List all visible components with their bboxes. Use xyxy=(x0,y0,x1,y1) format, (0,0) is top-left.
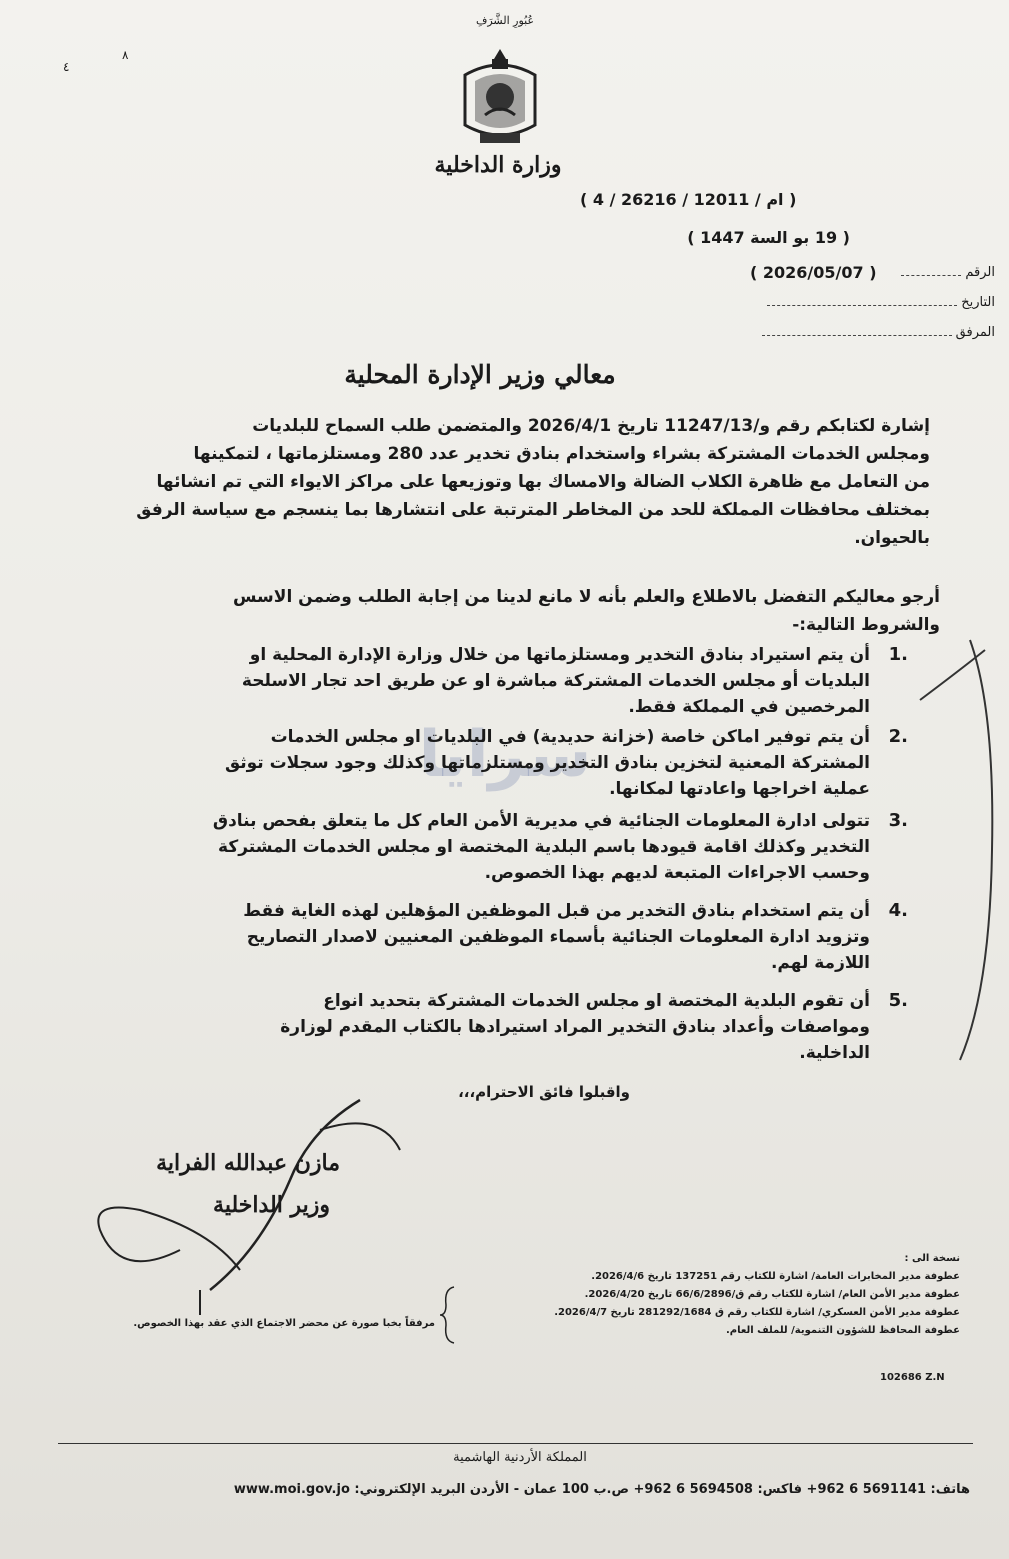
paragraph-reference xyxy=(70,412,930,552)
field-date xyxy=(740,295,995,310)
copies-heading: نسخة الى : xyxy=(904,1253,960,1264)
field-number xyxy=(870,265,995,280)
paragraph-line: إشارة لكتابكم رقم و/11247/13 تاريخ 2026/4/1 والمتضمن طلب السماح للبلديات xyxy=(252,416,930,436)
condition-line: البلديات أو مجلس الخدمات المشتركة مباشرة او عن طريق احد تجار الاسلحة xyxy=(241,671,870,691)
condition-line: وتزويد ادارة المعلومات الجنائية بأسماء الموظفين المعنيين لاصدار التصاريح xyxy=(246,927,870,947)
paragraph-line: والشروط التالية:- xyxy=(792,615,940,635)
field-date-line xyxy=(767,305,957,306)
condition-line: عملية اخراجها واعادتها لمكانها. xyxy=(609,779,870,799)
condition-item xyxy=(70,988,908,1066)
signatory-title: وزير الداخلية xyxy=(213,1192,330,1218)
condition-line: المشتركة المعنية لتخزين بنادق التخدير ومستلزماتها وكذلك وجود سجلات توثق xyxy=(224,753,870,773)
attachment-note: مرفقاً بخبا صورة عن محضر الاجتماع الذي عقد بهذا الخصوص. xyxy=(133,1318,435,1329)
copies-list xyxy=(460,1250,960,1340)
ministry-logo-text: وزارة الداخلية xyxy=(434,152,562,178)
document-code: 102686 Z.N xyxy=(880,1372,945,1383)
paragraph-line: بالحيوان. xyxy=(854,528,930,548)
paragraph-line: ومجلس الخدمات المشتركة بشراء واستخدام بنادق تخدير عدد 280 ومستلزماتها ، لتمكينها xyxy=(193,444,930,464)
field-attachments-label: المرفق xyxy=(955,325,995,340)
royal-crest-icon xyxy=(455,45,545,150)
condition-item xyxy=(70,898,908,976)
condition-line: الداخلية. xyxy=(799,1043,870,1063)
condition-line: أن يتم استيراد بنادق التخدير ومستلزماتها من خلال وزارة الإدارة المحلية او xyxy=(249,645,870,665)
field-attachments xyxy=(740,325,995,340)
condition-item xyxy=(70,808,908,886)
condition-number: 3. xyxy=(888,810,908,831)
condition-number: 2. xyxy=(888,726,908,747)
copies-item: عطوفة مدير المخابرات العامة/ اشارة للكتاب رقم 137251 تاريخ 2026/4/6. xyxy=(591,1271,960,1282)
handwritten-bracket-mark xyxy=(900,630,1000,1070)
condition-line: اللازمة لهم. xyxy=(770,953,870,973)
condition-line: ومواصفات وأعداد بنادق التخدير المراد استيرادها بالكتاب المقدم لوزارة xyxy=(280,1017,870,1037)
condition-number: 1. xyxy=(888,644,908,665)
condition-item xyxy=(70,724,908,802)
reference-number: ( 4 / ام / 12011 / 26216 ) xyxy=(580,190,797,209)
top-handwritten-note: عُبُورِ الشَّرَفِ xyxy=(475,14,535,27)
copies-item: عطوفة المحافظ للشؤون التنموية/ للملف العام. xyxy=(725,1325,960,1336)
gregorian-date: ( 2026/05/07 ) xyxy=(750,263,877,282)
copies-item: عطوفة مدير الأمن العام/ اشارة للكتاب رقم ق/66/6/2896 تاريخ 2026/4/20. xyxy=(584,1289,960,1300)
field-attachments-line xyxy=(762,335,952,336)
copies-item: عطوفة مدير الأمن العسكري/ اشارة للكتاب رقم ق 281292/1684 تاريخ 2026/4/7. xyxy=(554,1307,960,1318)
watermark: سرايا xyxy=(418,718,592,792)
condition-line: تتولى ادارة المعلومات الجنائية في مديرية الأمن العام كل ما يتعلق بفحص بنادق xyxy=(212,811,870,831)
condition-line: التخدير وكذلك اقامة قيودها باسم البلدية المختصة او مجلس الخدمات المشتركة xyxy=(218,837,870,857)
field-number-line xyxy=(901,275,961,276)
condition-line: وحسب الاجراءات المتبعة لديهم بهذا الخصوص. xyxy=(484,863,870,883)
brace-icon xyxy=(438,1285,458,1345)
condition-line: أن يتم توفير اماكن خاصة (خزانة حديدية) في البلديات او مجلس الخدمات xyxy=(270,727,870,747)
corner-mark: ٨ xyxy=(122,48,129,62)
field-number-label: الرقم xyxy=(965,265,995,280)
paragraph-line: أرجو معاليكم التفضل بالاطلاع والعلم بأنه لا مانع لدينا من إجابة الطلب وضمن الاسس xyxy=(233,587,940,607)
condition-number: 4. xyxy=(888,900,908,921)
condition-line: المرخصين في المملكة فقط. xyxy=(628,697,870,717)
closing-greeting: واقبلوا فائق الاحترام،،، xyxy=(458,1083,630,1101)
footer-divider xyxy=(58,1443,973,1444)
condition-item xyxy=(70,642,908,720)
footer-kingdom-name: المملكة الأردنية الهاشمية xyxy=(453,1450,587,1465)
field-date-label: التاريخ xyxy=(961,295,995,310)
condition-line: أن يتم استخدام بنادق التخدير من قبل الموظفين المؤهلين لهذه الغاية فقط xyxy=(243,901,870,921)
condition-number: 5. xyxy=(888,990,908,1011)
paragraph-line: بمختلف محافظات المملكة للحد من المخاطر المترتبة على انتشارها بما ينسجم مع سياسة الرفق xyxy=(136,500,930,520)
paragraph-approval xyxy=(70,583,940,639)
signatory-name: مازن عبدالله الفراية xyxy=(156,1150,340,1176)
addressee-heading: معالي وزير الإدارة المحلية xyxy=(344,360,616,389)
corner-mark-secondary: ٤ xyxy=(63,60,70,74)
paragraph-line: من التعامل مع ظاهرة الكلاب الضالة والامساك بها وتوزيعها على مراكز الايواء التي تم انشائها xyxy=(156,472,930,492)
condition-line: أن تقوم البلدية المختصة او مجلس الخدمات المشتركة بتحديد انواع xyxy=(323,991,870,1011)
hijri-date: ( 19 بو السة 1447 ) xyxy=(687,228,850,247)
footer-contact: هاتف: 5691141 6 962+ فاكس: 5694508 6 962+ ص.ب 100 عمان - الأردن البريد الإلكتروني: www.moi.gov.jo xyxy=(233,1482,970,1497)
